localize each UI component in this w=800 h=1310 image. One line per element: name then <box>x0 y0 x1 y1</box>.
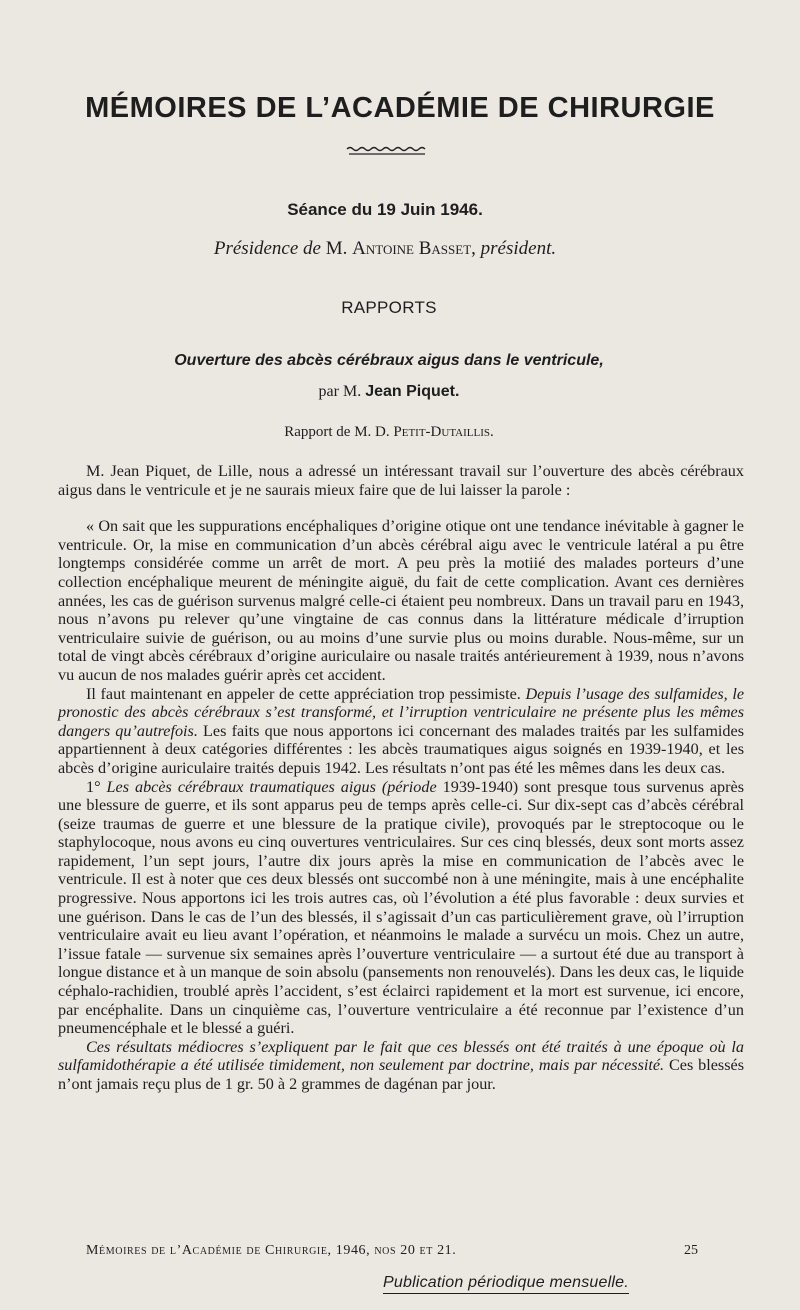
paragraph-3-number: 1° <box>86 777 101 796</box>
rapporteur-name: Petit-Dutaillis. <box>393 424 494 440</box>
article-title: Ouverture des abcès cérébraux aigus dans le ventricule, <box>174 352 604 369</box>
section-heading: RAPPORTS <box>341 298 437 317</box>
journal-title: MÉMOIRES DE L’ACADÉMIE DE CHIRURGIE <box>85 92 715 124</box>
paragraph-2-rest: Les faits que nous apportons ici concernant des malades traités par les sulfamides appartiennent à deux catégories différentes : les abcès traumatiques aigus soignés en 1939-1940, et les abcès d’origine auriculaire traités depuis 1942. Les résultats n’ont pas été les mêmes dans les deux cas. <box>58 721 744 777</box>
wavy-rule-ornament-icon <box>345 145 429 157</box>
paragraph-3-rest: sont presque tous survenus après une blessure de guerre, et ils sont apparus peu de temps après celle-ci. Sur dix-sept cas d’abcès cérébral (seize traumas de guerre et une blessure de la pratique civile), provoqués par le streptocoque ou le staphylocoque, nous avons eu cinq ouvertures ventriculaires. Sur ces cinq blessés, deux sont morts assez rapidement, l’un sept jours, l’autre dix jours après la mise en communication de l’abcès avec le ventricule. Il est à noter que ces deux blessés ont succombé non à une méningite, mais à une encéphalite progressive. Nous apportons ici les trois autres cas, où l’évolution a été plus favorable : deux survies et une guérison. Dans le cas de l’un des blessés, il s’agissait d’un cas particulièrement grave, où l’irruption ventriculaire avait eu lieu avant l’opération, et néanmoins le malade a survécu un mois. Chez un autre, l’issue fatale — survenue six semaines après l’ouverture ventriculaire — a surtout été due au transport à longue distance et à un manque de soin absolu (pansements non renouvelés). Dans les deux cas, le liquide céphalo-rachidien, troublé après l’accident, s’est éclairci rapidement et la mort est survenue, ici encore, par encéphalite. Dans un cinquième cas, l’ouverture ventriculaire a été reconnue par l’existence d’un pneumencéphale et le blessé a guéri. <box>58 777 745 1038</box>
paragraph-2-lead: Il faut maintenant en appeler de cette appréciation trop pessimiste. <box>86 684 521 703</box>
presidency-title: M. <box>325 238 348 259</box>
paragraph-4-emphasis: Ces résultats médiocres s’expliquent par le fait que ces blessés ont été traités à une époque où la sulfamidothérapie a été utilisée timidement, non seulement par doctrine, mais par nécessité. <box>58 1037 744 1075</box>
running-footer <box>86 1243 698 1259</box>
article-body <box>58 462 744 1094</box>
article-byline <box>0 383 778 401</box>
paragraph-2-emphasis: Depuis l’usage des sulfamides, le pronostic des abcès cérébraux s’est transformé, et l’irruption ventriculaire ne présente plus les mêmes dangers qu’autrefois. <box>58 684 745 740</box>
paragraph-3-years: 1939-1940) <box>442 777 519 796</box>
president-name: Antoine Basset, <box>352 238 476 259</box>
author-name: Jean Piquet. <box>365 383 460 400</box>
page-number: 25 <box>684 1243 698 1258</box>
byline-prefix: par M. <box>318 383 362 400</box>
footer-journal: Mémoires de l’Académie de Chirurgie, 1946, nos 20 et 21. <box>86 1243 457 1258</box>
presidency-prefix: Présidence de <box>213 238 321 259</box>
paragraph-2 <box>58 685 744 778</box>
intro-paragraph: M. Jean Piquet, de Lille, nous a adressé un intéressant travail sur l’ouverture des abcès cérébraux aigus dans le ventricule et je ne saurais mieux faire que de lui laisser la parole : <box>58 462 744 499</box>
presidency-role: président. <box>480 238 557 259</box>
paragraph-4-rest: Ces blessés n’ont jamais reçu plus de 1 gr. 50 à 2 grammes de dagénan par jour. <box>58 1056 744 1093</box>
rapport-prefix: Rapport de M. D. <box>284 424 390 440</box>
publication-note: Publication périodique mensuelle. <box>383 1274 629 1294</box>
paragraph-1: « On sait que les suppurations encéphaliques d’origine otique ont une tendance inévitable à gagner le ventricule. Or, la mise en communication d’un abcès cérébral aigu avec le ventricule latéral a pu être longtemps considérée comme un arrêt de mort. A peu près la motiié des malades porteurs d’une collection encéphalique meurent de méningite aiguë, du fait de cette complication. Avant ces dernières années, les cas de guérison survenus malgré celle-ci étaient peu nombreux. Dans un travail paru en 1943, nous n’avons pu relever qu’une vingtaine de cas connus dans la littérature médicale d’irruption ventriculaire suivie de guérison, ou au moins d’une survie plus ou moins durable. Nous-même, sur un total de vingt abcès cérébraux d’origine auriculaire ou nasale traités antérieurement à 1939, nous n’avons vu aucun de nos malades guérir après cet accident. <box>58 517 744 684</box>
paragraph-3 <box>58 778 744 1038</box>
paragraph-3-heading: Les abcès cérébraux traumatiques aigus (période <box>106 777 437 796</box>
paragraph-4 <box>58 1038 744 1094</box>
presidency-line <box>0 238 770 260</box>
session-date: Séance du 19 Juin 1946. <box>287 200 483 219</box>
rapport-line <box>0 424 778 441</box>
